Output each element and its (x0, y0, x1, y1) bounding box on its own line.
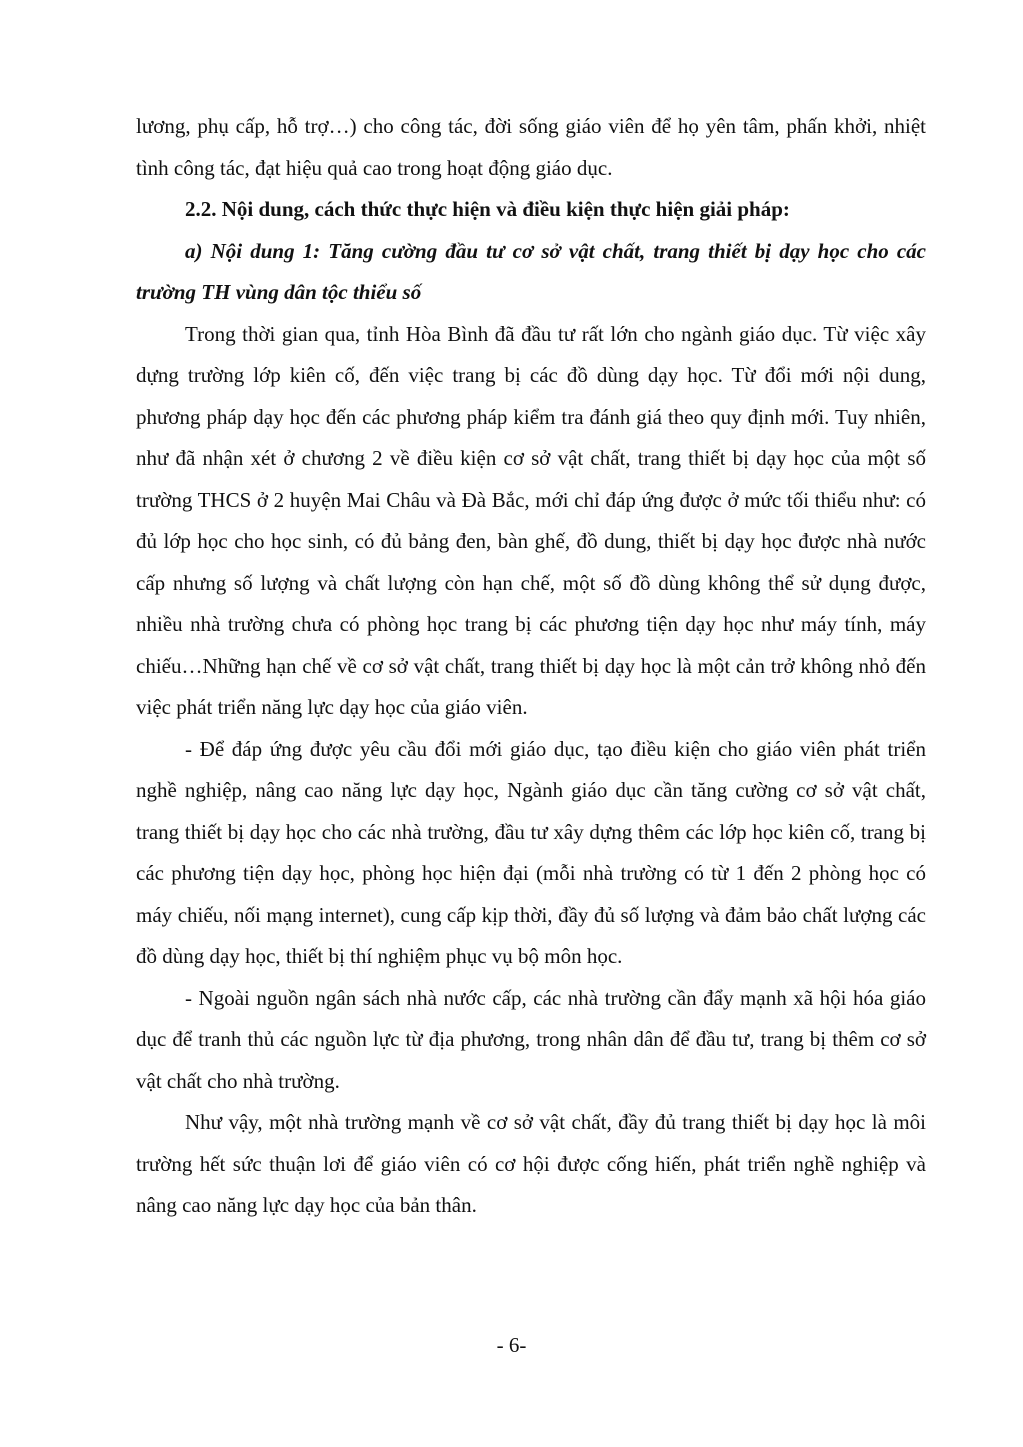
body-paragraph: - Ngoài nguồn ngân sách nhà nước cấp, các nhà trường cần đẩy mạnh xã hội hóa giáo dục để tranh thủ các nguồn lực từ địa phương, trong nhân dân để đầu tư, trang bị thêm cơ sở vật chất cho nhà trường. (136, 985, 926, 1093)
page-number: - 6- (496, 1333, 527, 1357)
body-paragraph: - Để đáp ứng được yêu cầu đổi mới giáo dục, tạo điều kiện cho giáo viên phát triển nghề nghiệp, nâng cao năng lực dạy học, Ngành giáo dục cần tăng cường cơ sở vật chất, trang thiết bị dạy học cho các nhà trường, đầu tư xây dựng thêm các lớp học kiên cố, trang bị các phương tiện dạy học, phòng học hiện đại (mỗi nhà trường có từ 1 đến 2 phòng học có máy chiếu, nối mạng internet), cung cấp kịp thời, đầy đủ số lượng và đảm bảo chất lượng các đồ dùng dạy học, thiết bị thí nghiệm phục vụ bộ môn học. (136, 736, 926, 968)
body-paragraph: Như vậy, một nhà trường mạnh về cơ sở vật chất, đầy đủ trang thiết bị dạy học là môi trường hết sức thuận lơi để giáo viên có cơ hội được cống hiến, phát triển nghề nghiệp và nâng cao năng lực dạy học của bản thân. (136, 1110, 926, 1217)
body-paragraph: Trong thời gian qua, tỉnh Hòa Bình đã đầu tư rất lớn cho ngành giáo dục. Từ việc xây dựng trường lớp kiên cố, đến việc trang bị các đồ dùng dạy học. Từ đổi mới nội dung, phương pháp dạy học đến các phương pháp kiểm tra đánh giá theo quy định mới. Tuy nhiên, như đã nhận xét ở chương 2 về điều kiện cơ sở vật chất, trang thiết bị dạy học của một số trường THCS ở 2 huyện Mai Châu và Đà Bắc, mới chỉ đáp ứng được ở mức tối thiểu như: có đủ lớp học cho học sinh, có đủ bảng đen, bàn ghế, đồ dung, thiết bị dạy học được nhà nước cấp nhưng số lượng và chất lượng còn hạn chế, một số đồ dùng không thể sử dụng được, nhiều nhà trường chưa có phòng học trang bị các phương tiện dạy học như máy tính, máy chiếu…Những hạn chế về cơ sở vật chất, trang thiết bị dạy học là một cản trở không nhỏ đến việc phát triển năng lực dạy học của giáo viên. (136, 321, 926, 719)
paragraph-continuation: lương, phụ cấp, hỗ trợ…) cho công tác, đời sống giáo viên để họ yên tâm, phấn khởi, nhiệt tình công tác, đạt hiệu quả cao trong hoạt động giáo dục. (136, 114, 926, 180)
document-body (136, 106, 926, 1227)
subsection-heading: a) Nội dung 1: Tăng cường đầu tư cơ sở vật chất, trang thiết bị dạy học cho các trường TH vùng dân tộc thiểu số (136, 238, 926, 304)
section-heading: 2.2. Nội dung, cách thức thực hiện và điều kiện thực hiện giải pháp: (185, 197, 790, 221)
